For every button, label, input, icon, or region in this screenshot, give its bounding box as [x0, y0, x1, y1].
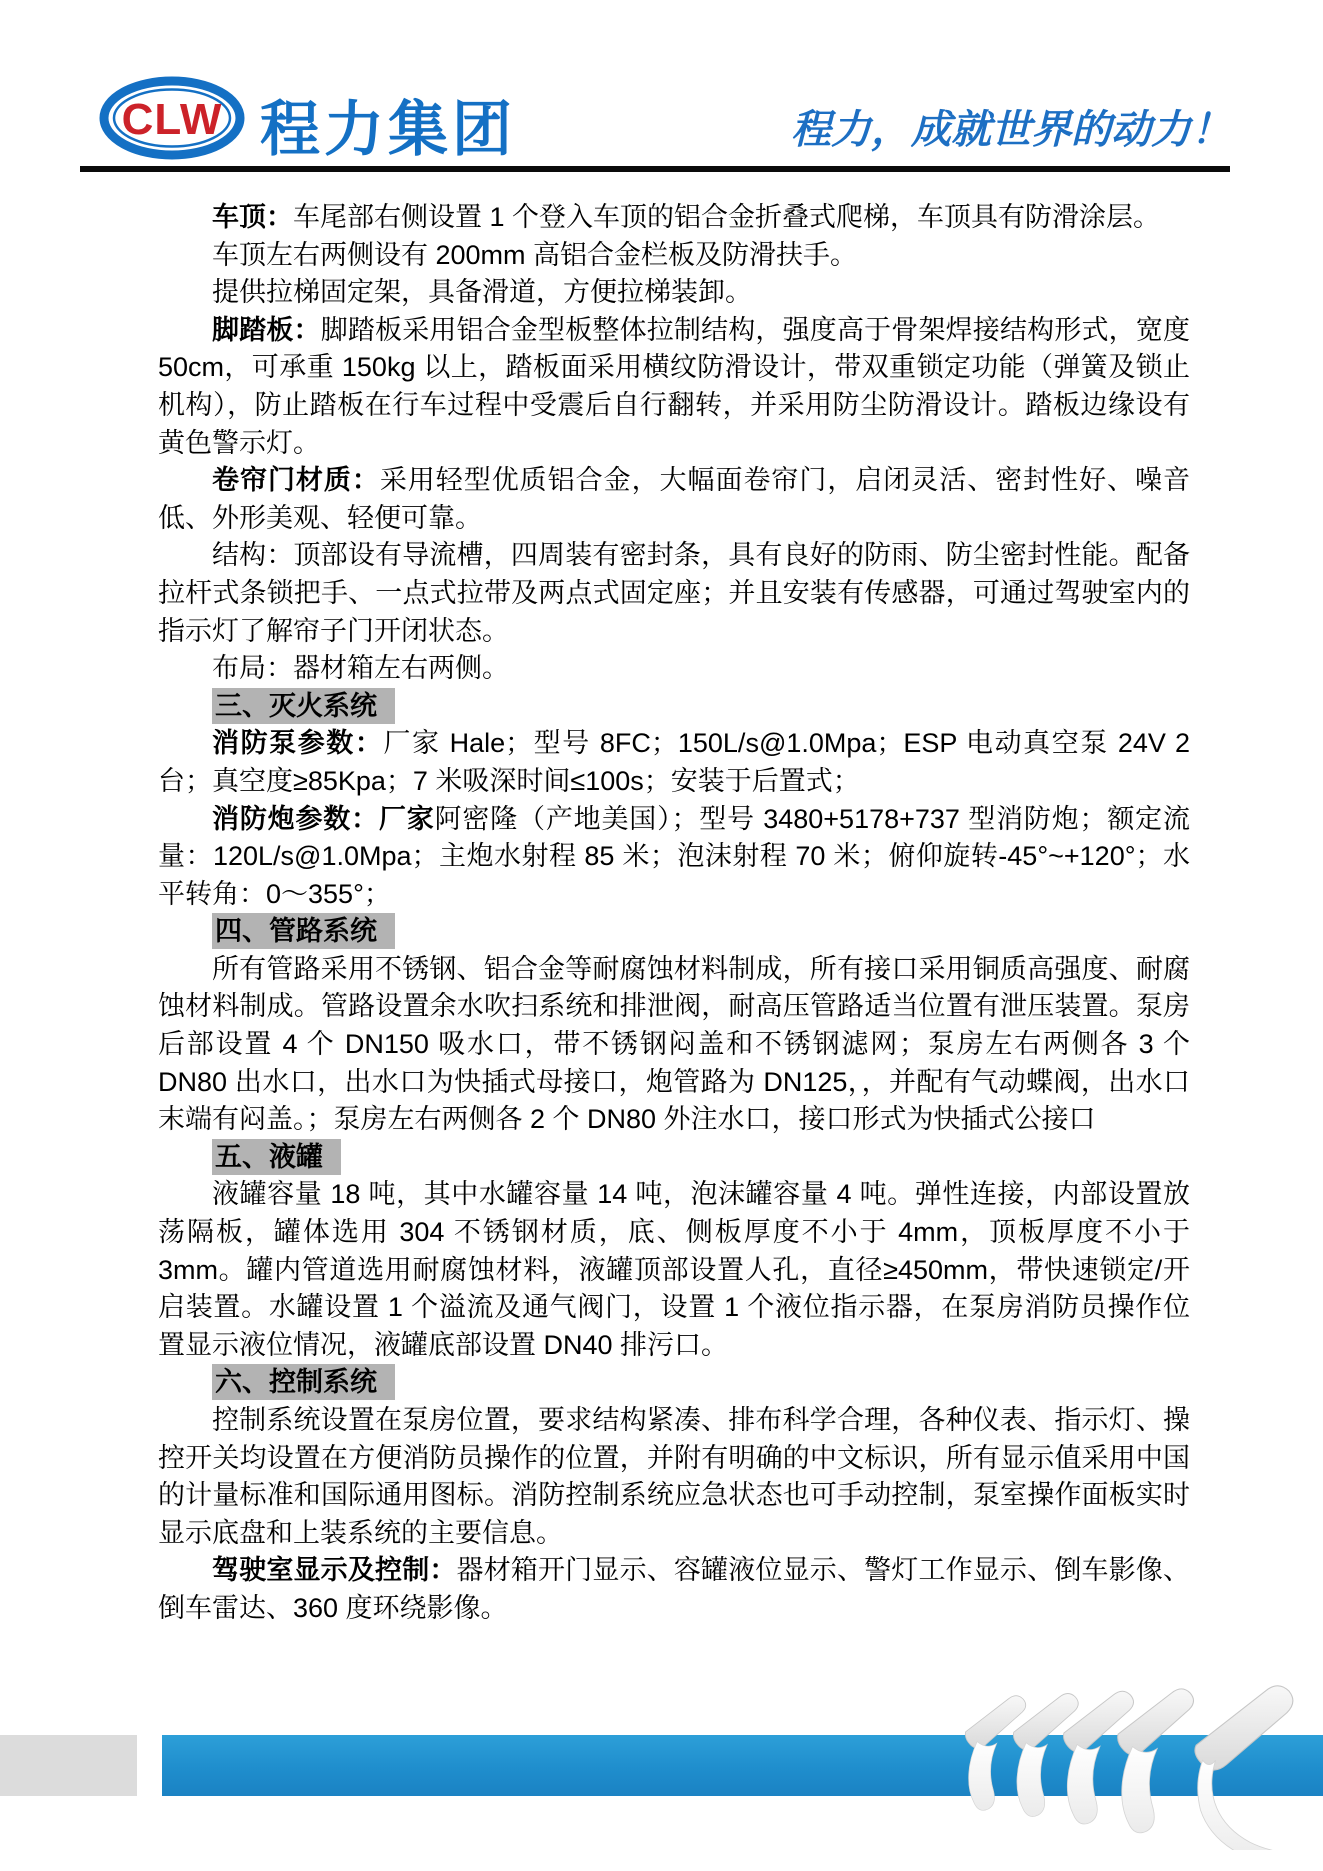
paragraph-text: 布局：器材箱左右两侧。	[212, 653, 509, 684]
section-heading-row	[158, 913, 1190, 951]
paragraph-lead: 脚踏板：	[212, 314, 321, 345]
paragraph-text: 脚踏板采用铝合金型板整体拉制结构，强度高于骨架焊接结构形式，宽度 50cm，可承重 150kg 以上，踏板面采用横纹防滑设计，带双重锁定功能（弹簧及锁止机构），防止踏板在行车过程中受震后自行翻转，并采用防尘防滑设计。踏板边缘设有黄色警示灯。	[158, 314, 1191, 458]
paragraph-roof-rails	[158, 237, 1190, 275]
paragraph-lead: 车顶：	[212, 202, 293, 232]
paragraph-piping	[158, 951, 1190, 1139]
paragraph-lead: 消防泵参数：	[212, 728, 384, 759]
paragraph-text: 器材箱开门显示、容罐液位显示、警灯工作显示、倒车影像、倒车雷达、360 度环绕影像。	[158, 1555, 1191, 1623]
brand-name: 程力集团	[260, 96, 516, 163]
paragraph-lead: 消防炮参数：厂家	[212, 803, 435, 834]
paragraph-text: 阿密隆（产地美国）；型号 3480+5178+737 型消防炮；额定流量：120L/s@1.0Mpa；主炮水射程 85 米；泡沫射程 70 米；俯仰旋转-45°~+120°；水平转角：0～355°；	[158, 803, 1190, 909]
section-heading-liquid-tank: 五、液罐	[212, 1139, 341, 1175]
section-heading-row	[158, 688, 1190, 726]
brand-slogan: 程力，成就世界的动力！	[791, 107, 1231, 152]
paragraph-text: 车顶左右两侧设有 200mm 高铝合金栏板及防滑扶手。	[212, 239, 858, 270]
section-heading-row	[158, 1364, 1190, 1402]
paragraph-cab-display	[158, 1552, 1190, 1627]
section-heading-piping-system: 四、管路系统	[212, 913, 395, 949]
paragraph-pump-params	[158, 725, 1190, 800]
speed-stripes-decoration	[950, 1685, 1323, 1850]
paragraph-ladder-rack	[158, 274, 1190, 312]
section-heading-fire-system: 三、灭火系统	[212, 688, 395, 724]
section-heading-control-system: 六、控制系统	[212, 1364, 395, 1400]
paragraph-control	[158, 1402, 1190, 1552]
paragraph-roof	[158, 199, 1190, 237]
paragraph-text: 采用轻型优质铝合金，大幅面卷帘门，启闭灵活、密封性好、噪音低、外形美观、轻便可靠。	[158, 465, 1191, 533]
paragraph-lead: 驾驶室显示及控制：	[212, 1555, 457, 1586]
paragraph-text: 液罐容量 18 吨，其中水罐容量 14 吨，泡沫罐容量 4 吨。弹性连接，内部设置放荡隔板，罐体选用 304 不锈钢材质，底、侧板厚度不小于 4mm，顶板厚度不小于 3mm。罐内管道选用耐腐蚀材料，液罐顶部设置人孔，直径≥450mm，带快速锁定/开启装置。水罐设置 1 个溢流及通气阀门，设置 1 个液位指示器，在泵房消防员操作位置显示液位情况，液罐底部设置 DN40 排污口。	[158, 1179, 1190, 1360]
clw-logo-icon	[98, 76, 250, 162]
section-heading-row	[158, 1139, 1190, 1177]
paragraph-text: 提供拉梯固定架，具备滑道，方便拉梯装卸。	[212, 277, 752, 308]
paragraph-text: 车尾部右侧设置 1 个登入车顶的铝合金折叠式爬梯，车顶具有防滑涂层。	[293, 202, 1161, 232]
document-body	[158, 199, 1190, 1628]
paragraph-text: 结构：顶部设有导流槽，四周装有密封条，具有良好的防雨、防尘密封性能。配备拉杆式条锁把手、一点式拉带及两点式固定座；并且安装有传感器，可通过驾驶室内的指示灯了解帘子门开闭状态。	[158, 540, 1190, 646]
header-divider	[80, 166, 1230, 172]
paragraph-shutter-material	[158, 462, 1190, 537]
paragraph-lead: 卷帘门材质：	[212, 465, 380, 496]
paragraph-tank	[158, 1176, 1190, 1364]
paragraph-text: 控制系统设置在泵房位置，要求结构紧凑、排布科学合理，各种仪表、指示灯、操控开关均设置在方便消防员操作的位置，并附有明确的中文标识，所有显示值采用中国的计量标准和国际通用图标。消防控制系统应急状态也可手动控制，泵室操作面板实时显示底盘和上装系统的主要信息。	[158, 1405, 1190, 1548]
logo-acronym: CLW	[121, 95, 223, 144]
paragraph-text: 所有管路采用不锈钢、铝合金等耐腐蚀材料制成，所有接口采用铜质高强度、耐腐蚀材料制成。管路设置余水吹扫系统和排泄阀，耐高压管路适当位置有泄压装置。泵房后部设置 4 个 DN150 吸水口，带不锈钢闷盖和不锈钢滤网；泵房左右两侧各 3 个 DN80 出水口，出水口为快插式母接口，炮管路为 DN125，，并配有气动蝶阀，出水口末端有闷盖。；泵房左右两侧各 2 个 DN80 外注水口，接口形式为快插式公接口	[158, 953, 1190, 1135]
paragraph-text: 厂家 Hale；型号 8FC；150L/s@1.0Mpa；ESP 电动真空泵 24V 2 台；真空度≥85Kpa；7 米吸深时间≤100s；安装于后置式；	[158, 728, 1191, 796]
footer-gray-block	[0, 1735, 137, 1796]
paragraph-structure	[158, 537, 1190, 650]
paragraph-monitor-params	[158, 801, 1190, 914]
paragraph-layout	[158, 650, 1190, 688]
paragraph-footboard	[158, 312, 1190, 462]
